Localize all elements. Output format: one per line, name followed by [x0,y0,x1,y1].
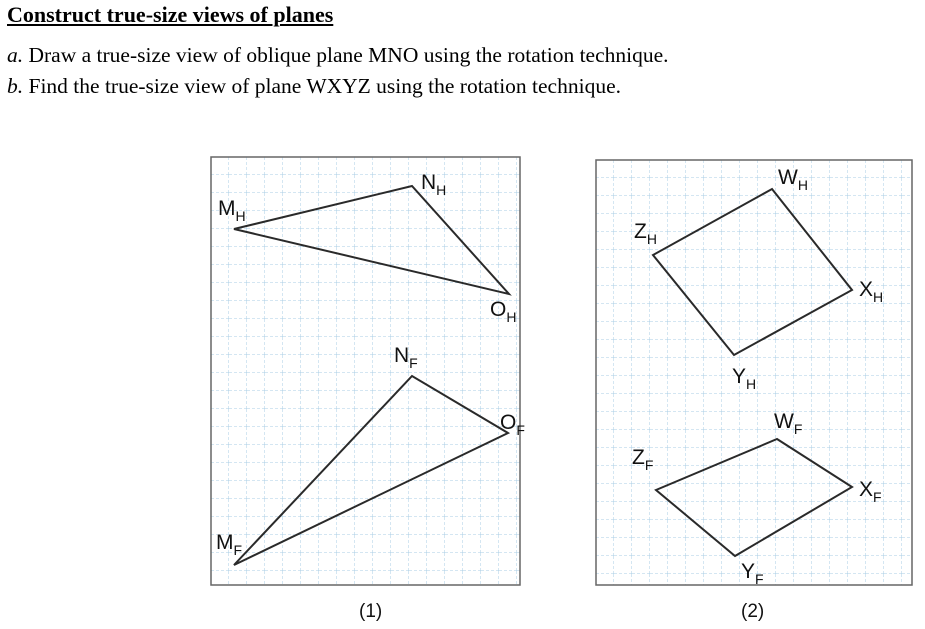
label-m-h: $M_H$ [218,197,246,224]
task-b-label: b. [7,74,24,98]
page-heading: Construct true-size views of planes [7,2,334,27]
task-a-text: Draw a true-size view of oblique plane MNO using the rotation technique. [28,43,669,67]
label-w-h: $W_H$ [778,166,808,193]
figure-2-caption: (2) [741,601,765,622]
label-m-f: $M_F$ [216,531,243,558]
label-y-f: $Y_F$ [741,560,764,587]
label-o-h: $O_H$ [490,298,517,325]
panel-2 [596,160,912,587]
panel-1 [211,157,525,585]
label-x-f: $X_F$ [859,478,882,505]
label-n-h: $N_H$ [421,171,447,198]
label-x-h: $X_H$ [859,278,884,305]
task-a-label: a. [7,43,24,67]
label-y-h: $Y_H$ [732,365,757,392]
label-w-f: $W_F$ [774,410,803,437]
figure-1-caption: (1) [359,601,383,622]
task-b-text: Find the true-size view of plane WXYZ using the rotation technique. [28,74,621,98]
label-z-f: $Z_F$ [632,446,654,473]
label-n-f: $N_F$ [394,344,418,371]
label-o-f: $O_F$ [500,411,525,438]
panel-1-grid [211,157,520,585]
label-z-h: $Z_H$ [634,220,657,247]
